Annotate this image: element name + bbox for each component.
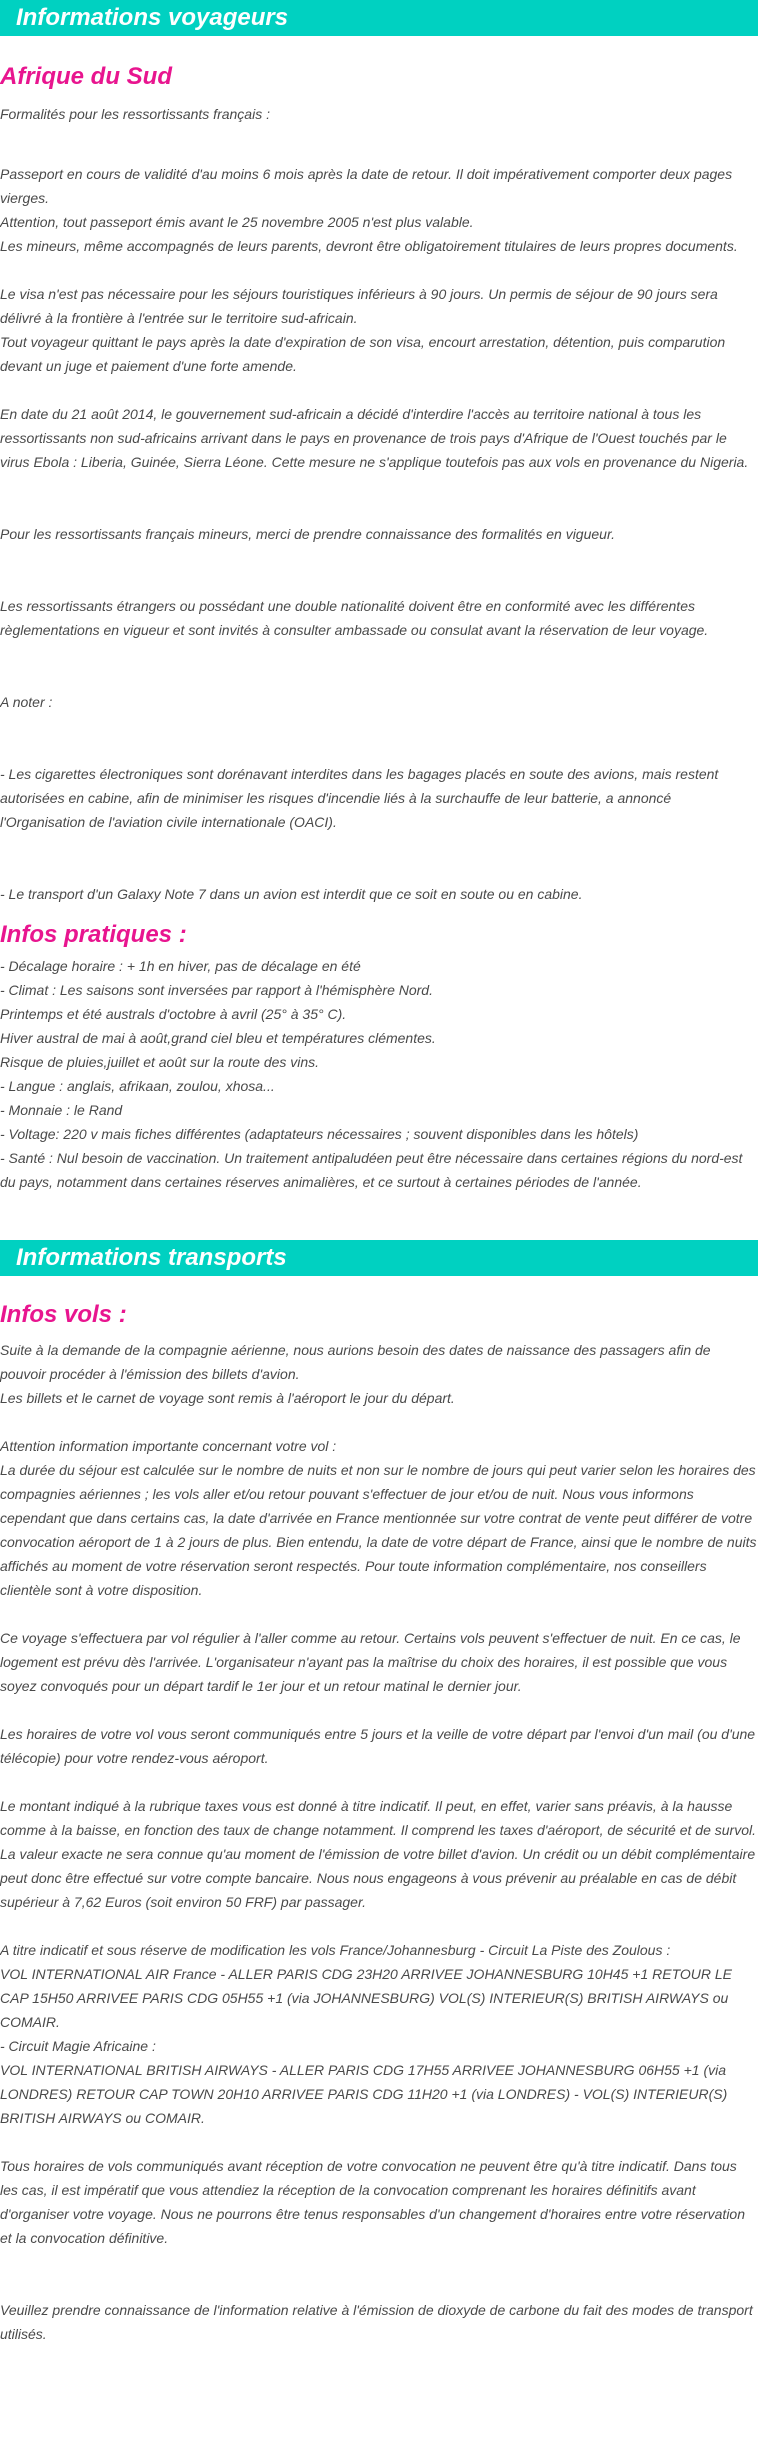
flight-info-title: Infos vols : (0, 1301, 127, 1328)
paragraph-passport-date: Attention, tout passeport émis avant le 25 novembre 2005 n'est plus valable. (0, 214, 474, 230)
paragraph-schedule-disclaimer: Tous horaires de vols communiqués avant réception de votre convocation ne peuvent être qu'à titre indicatif. Dans tous les cas, il est impératif que vous attendiez la réception de la convocation comprenant les horaires définitifs avant d'organiser votre voyage. Nous ne pourrons être tenus responsables d'un changement d'horaires entre votre réservation et la convocation définitive. (0, 2158, 746, 2246)
paragraph-birthdates: Suite à la demande de la compagnie aérienne, nous aurions besoin des dates de naissance des passagers afin de pouvoir procéder à l'émission des billets d'avion. (0, 1342, 711, 1382)
practical-info-title: Infos pratiques : (0, 921, 187, 948)
paragraph-air-france-flight: VOL INTERNATIONAL AIR France - ALLER PARIS CDG 23H20 ARRIVEE JOHANNESBURG 10H45 +1 RETOUR LE CAP 15H50 ARRIVEE PARIS CDG 05H55 +1 (via JOHANNESBURG) VOL(S) INTERIEUR(S) BRITISH AIRWAYS ou COMAIR. (0, 1966, 732, 2030)
paragraph-flight-schedule: Les horaires de votre vol vous seront communiqués entre 5 jours et la veille de votre départ par l'envoi d'un mail (ou d'une télécopie) pour votre rendez-vous aéroport. (0, 1726, 756, 1766)
paragraph-british-airways-flight: VOL INTERNATIONAL BRITISH AIRWAYS - ALLER PARIS CDG 17H55 ARRIVEE JOHANNESBURG 06H55 +1 (via LONDRES) RETOUR CAP TOWN 20H10 ARRIVEE PARIS CDG 11H20 +1 (via LONDRES) - VOL(S) INTERIEUR(S) BRITISH AIRWAYS ou COMAIR. (0, 2062, 728, 2126)
paragraph-flight-warning-label: Attention information importante concernant votre vol : (0, 1438, 337, 1454)
paragraph-passport: Passeport en cours de validité d'au moins 6 mois après la date de retour. Il doit impérativement comporter deux pages vierges. (0, 166, 733, 206)
paragraph-circuit-zoulous-label: A titre indicatif et sous réserve de modification les vols France/Johannesburg - Circuit La Piste des Zoulous : (0, 1942, 671, 1958)
paragraph-tickets: Les billets et le carnet de voyage sont remis à l'aéroport le jour du départ. (0, 1390, 455, 1406)
list-item: Hiver austral de mai à août,grand ciel bleu et températures clémentes. (0, 1030, 436, 1046)
paragraph-minors: Les mineurs, même accompagnés de leurs parents, devront être obligatoirement titulaires de leurs propres documents. (0, 238, 738, 254)
paragraph-taxes: Le montant indiqué à la rubrique taxes vous est donné à titre indicatif. Il peut, en effet, varier sans préavis, à la hausse comme à la baisse, en fonction des taux de change notamment. Il comprend les taxes d'aéroport, de sécurité et de survol. La valeur exacte ne sera connue qu'au moment de l'émission de votre billet d'avion. Un crédit ou un débit complémentaire peut donc être effectué sur votre compte bancaire. Nous nous engageons à vous prévenir au préalable en cas de débit supérieur à 7,62 Euros (soit environ 50 FRF) par passager. (0, 1798, 756, 1910)
paragraph-stay-duration: La durée du séjour est calculée sur le nombre de nuits et non sur le nombre de jours qui peut varier selon les horaires des compagnies aériennes ; les vols aller et/ou retour pouvant s'effectuer de jour et/ou de nuit. Nous vous informons cependant que dans certains cas, la date d'arrivée en France mentionnée sur votre contrat de vente peut différer de votre convocation aéroport de 1 à 2 jours de plus. Bien entendu, la date de votre départ de France, ainsi que le nombre de nuits affichés au moment de votre réservation seront respectés. Pour toute information complémentaire, nos conseillers clientèle sont à votre disposition. (0, 1462, 757, 1598)
list-item: Risque de pluies,juillet et août sur la route des vins. (0, 1054, 320, 1070)
list-item: - Santé : Nul besoin de vaccination. Un traitement antipaludéen peut être nécessaire dans certaines régions du nord-est du pays, notamment dans certaines réserves animalières, et ce surtout à certaines périodes de l'année. (0, 1150, 743, 1190)
list-item: - Langue : anglais, afrikaan, zoulou, xhosa... (0, 1078, 275, 1094)
paragraph-regular-flight: Ce voyage s'effectuera par vol régulier à l'aller comme au retour. Certains vols peuvent s'effectuer de nuit. En ce cas, le logement est prévu dès l'arrivée. L'organisateur n'ayant pas la maîtrise du choix des horaires, il est possible que vous soyez convoqués pour un départ tardif le 1er jour et un retour matinal le dernier jour. (0, 1630, 741, 1694)
paragraph-co2-info: Veuillez prendre connaissance de l'information relative à l'émission de dioxyde de carbone du fait des modes de transport utilisés. (0, 2302, 753, 2342)
paragraph-visa-expiry: Tout voyageur quittant le pays après la date d'expiration de son visa, encourt arrestation, détention, puis comparution devant un juge et paiement d'une forte amende. (0, 334, 726, 374)
practical-info-list (0, 954, 758, 1194)
section-header-voyageurs: Informations voyageurs (0, 0, 758, 36)
list-item: Printemps et été australs d'octobre à avril (25° à 35° C). (0, 1006, 347, 1022)
paragraph-galaxy-note: - Le transport d'un Galaxy Note 7 dans un avion est interdit que ce soit en soute ou en cabine. (0, 886, 583, 902)
paragraph-ebola: En date du 21 août 2014, le gouvernement sud-africain a décidé d'interdire l'accès au territoire national à tous les ressortissants non sud-africains arrivant dans le pays en provenance de trois pays d'Afrique de l'Ouest touchés par le virus Ebola : Liberia, Guinée, Sierra Léone. Cette mesure ne s'applique toutefois pas aux vols en provenance du Nigeria. (0, 406, 749, 470)
list-item: - Climat : Les saisons sont inversées par rapport à l'hémisphère Nord. (0, 982, 433, 998)
paragraph-visa: Le visa n'est pas nécessaire pour les séjours touristiques inférieurs à 90 jours. Un permis de séjour de 90 jours sera délivré à la frontière à l'entrée sur le territoire sud-africain. (0, 286, 718, 326)
list-item: - Monnaie : le Rand (0, 1102, 123, 1118)
paragraph-foreigners: Les ressortissants étrangers ou possédant une double nationalité doivent être en conformité avec les différentes règlementations en vigueur et sont invités à consulter ambassade ou consulat avant la réservation de leur voyage. (0, 598, 709, 638)
list-item: - Voltage: 220 v mais fiches différentes (adaptateurs nécessaires ; souvent disponibles dans les hôtels) (0, 1126, 639, 1142)
section-header-transports: Informations transports (0, 1240, 758, 1276)
note-label: A noter : (0, 694, 53, 710)
paragraph-french-minors: Pour les ressortissants français mineurs, merci de prendre connaissance des formalités en vigueur. (0, 526, 615, 542)
paragraph-e-cigarettes: - Les cigarettes électroniques sont dorénavant interdites dans les bagages placés en soute des avions, mais restent autorisées en cabine, afin de minimiser les risques d'incendie liés à la surchauffe de leur batterie, a annoncé l'Organisation de l'aviation civile internationale (OACI). (0, 766, 719, 830)
intro-text: Formalités pour les ressortissants français : (0, 106, 270, 122)
paragraph-circuit-magie-label: - Circuit Magie Africaine : (0, 2038, 156, 2054)
country-title: Afrique du Sud (0, 63, 172, 90)
list-item: - Décalage horaire : + 1h en hiver, pas de décalage en été (0, 958, 361, 974)
